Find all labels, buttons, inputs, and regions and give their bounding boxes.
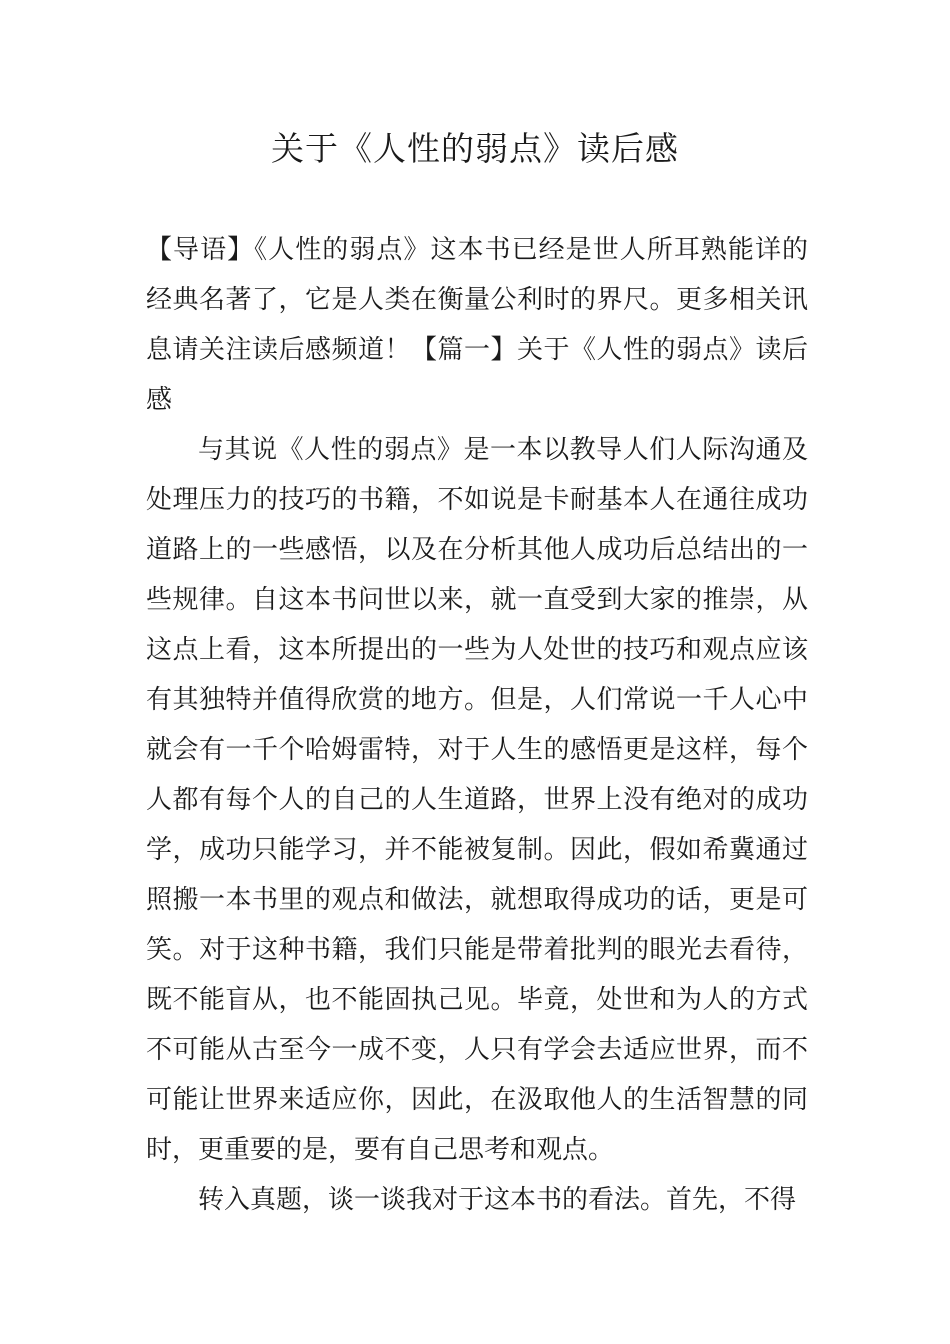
intro-paragraph: 【导语】《人性的弱点》这本书已经是世人所耳熟能详的经典名著了，它是人类在衡量公利时的界尺。更多相关讯息请关注读后感频道！【篇一】关于《人性的弱点》读后感 (146, 235, 808, 415)
body-paragraph: 与其说《人性的弱点》是一本以教导人们人际沟通及处理压力的技巧的书籍，不如说是卡耐基本人在通往成功道路上的一些感悟，以及在分析其他人成功后总结出的一些规律。自这本书问世以来，就一直受到大家的推崇，从这点上看，这本所提出的一些为人处世的技巧和观点应该有其独特并值得欣赏的地方。但是，人们常说一千人心中就会有一千个哈姆雷特，对于人生的感悟更是这样，每个人都有每个人的自己的人生道路，世界上没有绝对的成功学，成功只能学习，并不能被复制。因此，假如希冀通过照搬一本书里的观点和做法，就想取得成功的话，更是可笑。对于这种书籍，我们只能是带着批判的眼光去看待，既不能盲从，也不能固执己见。毕竟，处世和为人的方式不可能从古至今一成不变，人只有学会去适应世界，而不可能让世界来适应你，因此，在汲取他人的生活智慧的同时，更重要的是，要有自己思考和观点。 (146, 435, 808, 1165)
body-paragraph: 转入真题，谈一谈我对于这本书的看法。首先，不得 (198, 1185, 797, 1215)
document-body (146, 225, 808, 1225)
document-title: 关于《人性的弱点》读后感 (271, 129, 679, 168)
